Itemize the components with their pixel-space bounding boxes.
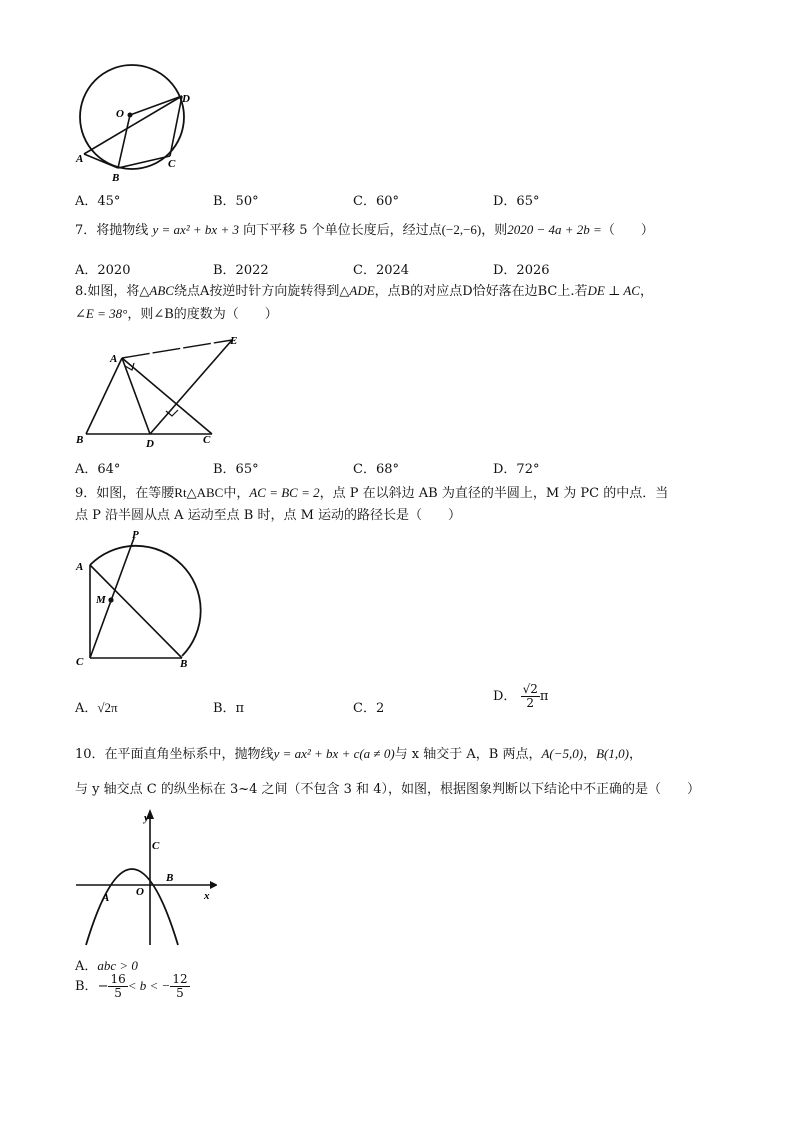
q7-text-c: ，则 <box>481 223 508 238</box>
q10-sep: ， <box>583 747 597 762</box>
q9-label-a: A <box>76 561 84 573</box>
q10-parabola-figure <box>72 805 217 950</box>
q9-option-d-denominator: 2 <box>526 696 535 710</box>
q6-label-b: B <box>112 172 120 184</box>
q9-option-d-label: D． <box>493 689 517 704</box>
q8-label-c: C <box>203 434 211 446</box>
q9-label-b: B <box>180 658 188 670</box>
q9-semicircle-figure <box>72 530 207 670</box>
q7-expr: 2020 − 4a + 2b = <box>507 222 602 237</box>
q9-option-d-pi: π <box>539 689 549 704</box>
q10-label-a: A <box>102 892 110 904</box>
q10-option-b-mid: < b < − <box>127 978 171 993</box>
q8-label-b: B <box>76 434 84 446</box>
q6-label-a: A <box>76 153 84 165</box>
q6-option-b: B．50° <box>213 194 259 209</box>
q10-option-b-minus: − <box>97 979 109 994</box>
q9-option-d-numerator: √2 <box>522 682 538 696</box>
q10-label-c: C <box>152 840 160 852</box>
q6-circle-figure <box>72 62 202 187</box>
q9-line1-c: ，点 P 在以斜边 AB 为直径的半圆上，M 为 PC 的中点．当 <box>319 486 669 501</box>
q10-stem-line2: 与 y 轴交点 C 的纵坐标在 3~4 之间（不包含 3 和 4），如图，根据图象判断以下结论中不正确的是（ ） <box>75 782 700 797</box>
q8-line2-a: ∠E = 38° <box>75 306 128 321</box>
q6-label-c: C <box>168 158 176 170</box>
q9-number: 9． <box>75 486 97 501</box>
q8-option-d: D．72° <box>493 462 540 477</box>
q8-line1-c: ，点B的对应点D恰好落在边BC上.若 <box>374 284 588 299</box>
q9-option-c: C．2 <box>353 701 385 716</box>
q6-option-d: D．65° <box>493 194 540 209</box>
q8-label-d: D <box>146 438 154 450</box>
q10-number: 10． <box>75 747 105 762</box>
q6-option-c: C．60° <box>353 194 399 209</box>
q10-line1-c: ， <box>628 747 642 762</box>
q10-option-b-numerator-2: 12 <box>172 972 188 986</box>
q9-tri: Rt△ABC <box>174 485 224 500</box>
q7-formula: y = ax² + bx + 3 <box>152 222 239 237</box>
q8-stem-line1 <box>75 282 653 301</box>
q10-option-b <box>75 973 190 1000</box>
q10-label-y: y <box>144 812 149 824</box>
q10-point-a: A(−5,0) <box>541 746 584 761</box>
q10-option-b-numerator-1: 16 <box>110 972 126 986</box>
q10-option-b-denominator-1: 5 <box>114 986 122 1000</box>
q10-option-a <box>75 955 138 974</box>
q6-label-d: D <box>182 93 190 105</box>
q7-point: (−2,−6) <box>441 222 482 237</box>
q7-stem <box>75 221 654 240</box>
q10-option-b-label: B． <box>75 979 98 994</box>
q9-line1-b: 中， <box>223 486 250 501</box>
q8-line1-d: ， <box>639 284 653 299</box>
q8-tri2: △ADE <box>339 283 375 298</box>
q9-option-b: B．π <box>213 701 245 716</box>
q10-option-b-fraction-2 <box>170 973 189 1000</box>
q10-label-o: O <box>136 886 144 898</box>
q8-line1-a: 如图，将 <box>87 284 140 299</box>
q10-line1-a: 在平面直角坐标系中，抛物线 <box>104 747 274 762</box>
q10-formula: y = ax² + bx + c(a ≠ 0) <box>273 746 395 761</box>
q10-stem-line1 <box>75 745 642 764</box>
q10-option-a-value: abc > 0 <box>97 958 138 973</box>
q10-label-b: B <box>166 872 174 884</box>
q9-stem-line2: 点 P 沿半圆从点 A 运动至点 B 时，点 M 运动的路径长是（ ） <box>75 508 462 523</box>
q9-label-p: P <box>132 530 139 541</box>
q10-option-b-fraction-1 <box>108 973 127 1000</box>
q9-option-a-value: √2π <box>97 700 118 715</box>
q9-cond: AC = BC = 2 <box>249 485 320 500</box>
q10-line1-b: 与 x 轴交于 A，B 两点， <box>394 747 542 762</box>
q10-option-a-label: A． <box>75 959 98 974</box>
q8-rotation-figure <box>72 330 247 450</box>
q10-point-b: B(1,0) <box>596 746 629 761</box>
q7-paren: （ ） <box>601 223 654 238</box>
q6-option-a: A．45° <box>75 194 121 209</box>
q9-option-d <box>493 683 548 710</box>
q7-option-b: B．2022 <box>213 263 269 278</box>
q9-option-d-fraction <box>521 683 540 710</box>
q8-cond: DE ⊥ AC <box>587 283 640 298</box>
q7-option-d: D．2026 <box>493 263 550 278</box>
q8-number: 8. <box>75 284 88 299</box>
q9-option-a <box>75 697 118 716</box>
q8-line1-b: 绕点A按逆时针方向旋转得到 <box>173 284 340 299</box>
q9-label-m: M <box>96 594 106 606</box>
q10-option-b-denominator-2: 5 <box>176 986 184 1000</box>
q8-option-b: B．65° <box>213 462 259 477</box>
q7-text-b: 向下平移 5 个单位长度后，经过点 <box>243 223 442 238</box>
q10-label-x: x <box>204 890 210 902</box>
q8-tri1: △ABC <box>139 283 174 298</box>
q7-option-c: C．2024 <box>353 263 410 278</box>
q7-option-a: A．2020 <box>75 263 131 278</box>
q8-label-a: A <box>110 353 118 365</box>
q8-option-a: A．64° <box>75 462 121 477</box>
q7-text-a: 将抛物线 <box>96 223 149 238</box>
q9-option-a-label: A． <box>75 701 98 716</box>
q9-stem-line1 <box>75 484 668 503</box>
q8-line2-b: ，则∠B的度数为（ ） <box>127 307 278 322</box>
q8-label-e: E <box>230 335 238 347</box>
q6-label-o: O <box>116 108 124 120</box>
q9-label-c: C <box>76 656 84 668</box>
q8-option-c: C．68° <box>353 462 399 477</box>
q8-stem-line2 <box>75 305 278 324</box>
q9-line1-a: 如图，在等腰 <box>96 486 175 501</box>
q7-number: 7． <box>75 223 97 238</box>
